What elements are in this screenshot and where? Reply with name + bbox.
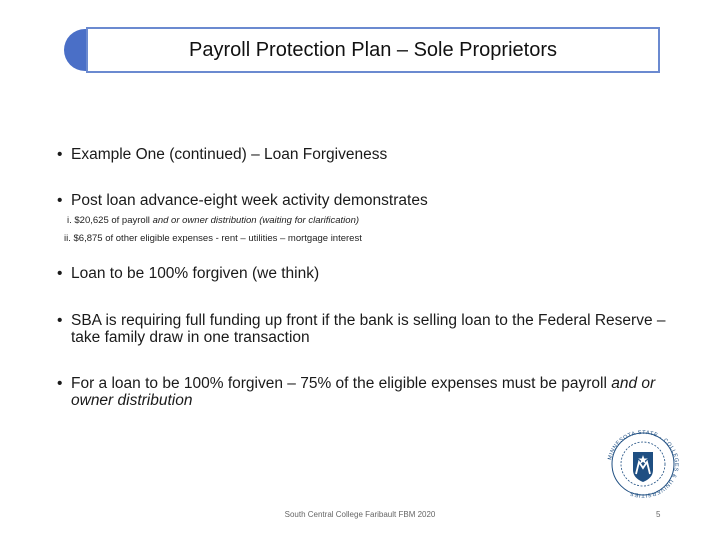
bullet-3-text: Loan to be 100% forgiven (we think) [71, 265, 320, 282]
bullet-4 [57, 312, 677, 346]
subitem-1 [67, 215, 359, 226]
bullet-dot: • [57, 375, 63, 392]
bullet-dot: • [57, 265, 63, 282]
title-banner [64, 27, 660, 73]
bullet-4-text: SBA is requiring full funding up front if the bank is selling loan to the Federal Reserve – take family draw in one transaction [71, 312, 666, 346]
page-number: 5 [656, 510, 661, 519]
subitem-2-number: ii. [64, 233, 71, 244]
bullet-5-text-plain: For a loan to be 100% forgiven – 75% of the eligible expenses must be payroll [71, 375, 612, 392]
bullet-5 [57, 375, 677, 409]
bullet-3 [57, 265, 677, 282]
subitem-2-text: $6,875 of other eligible expenses - rent – utilities – mortgage interest [73, 233, 362, 244]
slide-title: Payroll Protection Plan – Sole Proprietors [86, 27, 660, 73]
bullet-5-text-italic: and or owner distribution [71, 375, 656, 409]
logo-ring-text: MINNESOTA STATE · COLLEGES & UNIVERSITIES [607, 430, 680, 498]
bullet-dot: • [57, 312, 63, 329]
minnesota-state-logo-icon [603, 430, 683, 498]
bullet-dot: • [57, 192, 63, 209]
bullet-2 [57, 192, 677, 209]
bullet-dot: • [57, 146, 63, 163]
slide-footer: South Central College Faribault FBM 2020 [284, 510, 436, 519]
subitem-2 [64, 233, 362, 244]
bullet-1-text: Example One (continued) – Loan Forgiveness [71, 146, 388, 163]
subitem-1-text: $20,625 of payroll [74, 215, 153, 226]
subitem-1-italic: and or owner distribution (waiting for clarification) [152, 215, 360, 226]
bullet-2-text: Post loan advance-eight week activity demonstrates [71, 192, 428, 209]
subitem-1-number: i. [67, 215, 72, 226]
bullet-1 [57, 146, 677, 163]
bullet-5-text [71, 375, 677, 409]
